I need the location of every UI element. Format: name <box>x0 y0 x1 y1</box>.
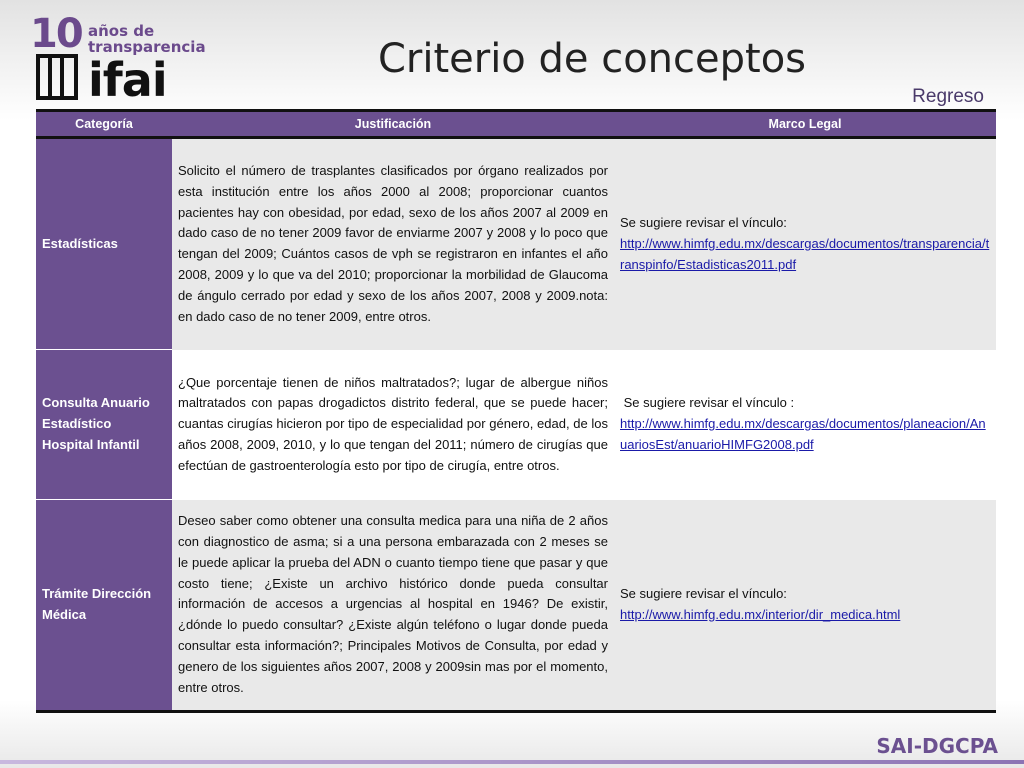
concepts-table <box>36 109 996 713</box>
legal-text: Se sugiere revisar el vínculo : <box>620 395 795 411</box>
table-row <box>36 138 996 350</box>
logo-years-number: 10 <box>30 11 82 57</box>
footer-bar <box>0 760 1024 764</box>
row-category: Consulta Anuario Estadístico Hospital Infantil <box>36 350 172 500</box>
row-legal <box>614 350 996 500</box>
legal-text: Se sugiere revisar el vínculo: <box>620 585 787 601</box>
table-header-row <box>36 111 996 138</box>
legal-text: Se sugiere revisar el vínculo: <box>620 215 787 231</box>
footer-brand: SAI-DGCPA <box>876 734 998 758</box>
row-legal <box>614 500 996 712</box>
legal-link[interactable]: http://www.himfg.edu.mx/descargas/documentos/planeacion/AnuariosEst/anuarioHIMFG2008.pdf <box>620 416 986 452</box>
logo-brand: ifai <box>88 53 167 107</box>
back-link[interactable]: Regreso <box>912 86 984 107</box>
header-justification: Justificación <box>172 111 614 138</box>
row-legal <box>614 138 996 350</box>
row-category: Trámite Dirección Médica <box>36 500 172 712</box>
legal-link[interactable]: http://www.himfg.edu.mx/descargas/documentos/transparencia/transpinfo/Estadisticas2011.pdf <box>620 235 990 272</box>
row-justification: Deseo saber como obtener una consulta medica para una niña de 2 años con diagnostico de asma; si a una persona embarazada con 2 meses se le puede aplicar la prueba del ADN o cuanto tiempo tiene que pasar y que costo tiene; ¿Existe un archivo histórico donde pueda consultar información de accesos a urgencias al hospital en 1946? De existir, ¿dónde lo puedo consultar? ¿Existe algún teléfono o lugar donde pueda consultar esta información?; Principales Motivos de Consulta, por edad y genero de los siguientes años 2007, 2008 y 2009sin mas por el momento, entre otros. <box>172 500 614 712</box>
row-category: Estadísticas <box>36 138 172 350</box>
header-legal: Marco Legal <box>614 111 996 138</box>
header-category: Categoría <box>36 111 172 138</box>
logo-years-text: años de transparencia <box>88 22 206 56</box>
legal-link[interactable]: http://www.himfg.edu.mx/interior/dir_medica.html <box>620 606 901 622</box>
table-row <box>36 500 996 712</box>
row-justification: ¿Que porcentaje tienen de niños maltratados?; lugar de albergue niños maltratados con papas drogadictos distrito federal, que se puede hacer; cuantas cirugías hicieron por tipo de especialidad por género, edad, de los años 2008, 2009, 2010, y lo que tengan del 2011; número de cirugías que efectúan de gastroenterología esto por tipo de cirugía, entre otros. <box>172 350 614 500</box>
row-justification: Solicito el número de trasplantes clasificados por órgano realizados por esta institución entre los años 2000 al 2008; proporcionar cuantos pacientes hay con obesidad, por edad, sexo de los años 2007 al 2009 en dado caso de no tener 2009 favor de enviarme 2007 y 2008 y lo poco que tengan del 2009; Cuántos casos de vph se registraron en infantes el año 2008, 2009 y lo que va del 2010; proporcionar la morbilidad de Glaucoma de ángulo cerrado por edad y sexo de los años 2007, 2008 y 2009.nota: en dado caso de no tener 2009, entre otros. <box>172 138 614 350</box>
table-row <box>36 350 996 500</box>
page-title: Criterio de conceptos <box>377 36 807 82</box>
